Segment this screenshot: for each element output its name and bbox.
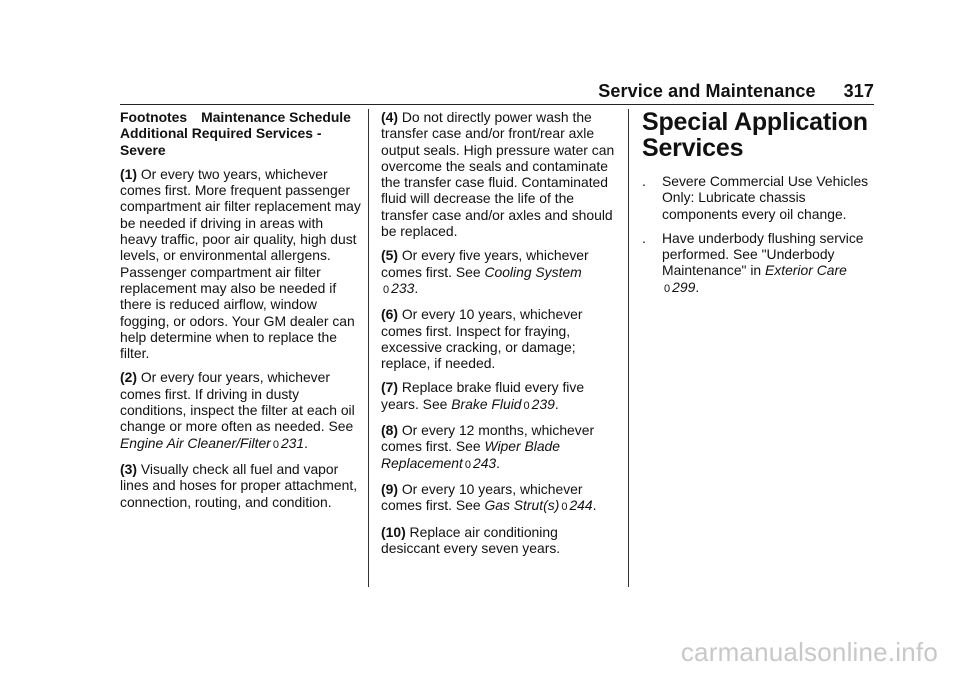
reference-page-number[interactable]: 233 [391,279,415,296]
reference-page-number[interactable]: 299 [672,278,696,295]
column-divider-1 [368,109,369,587]
punctuation: . [304,434,308,451]
footnote-4 [381,109,619,239]
punctuation: . [496,454,501,471]
footnotes-label: Footnotes [120,109,188,125]
page-arrow-icon: 0 [561,501,568,514]
page-arrow-icon: 0 [383,283,390,296]
footnote-number: (6) [381,306,398,323]
bullet-marker: . [642,173,646,189]
footnote-text: Or every 10 years, whichever comes first. Inspect for fraying, excessive cracking, or damage; replace, if needed. [381,306,583,372]
footnote-number: (3) [120,460,137,477]
bullet-marker: . [642,229,646,246]
footnote-number: (2) [120,369,137,386]
footnote-number: (5) [381,247,398,264]
footnote-number: (4) [381,109,398,125]
page-arrow-icon: 0 [523,399,530,412]
footnote-number: (9) [381,480,398,497]
reference-page-number[interactable]: 231 [280,434,305,451]
footnote-text: Or every four years, whichever comes first. If driving in dusty conditions, inspect the filter at each oil change or more often as needed. See [120,369,355,435]
footnote-8 [381,422,619,473]
footnote-6 [381,306,619,371]
footnote-3 [120,461,362,510]
cross-reference-link[interactable]: Engine Air Cleaner/Filter [120,434,271,451]
cross-reference-link[interactable]: Brake Fluid [451,395,522,412]
column-1 [120,109,362,518]
cross-reference-link[interactable]: Gas Strut(s) [484,497,560,514]
header-divider [120,104,874,105]
cross-reference-link[interactable]: Cooling System [484,263,582,280]
footnote-text: Or every 12 months, whichever comes first. See [381,422,595,455]
punctuation: . [592,497,597,514]
list-item-text: Severe Commercial Use Vehicles Only: Lubricate chassis components every oil change. [662,173,869,222]
footnote-text: Visually check all fuel and vapor lines and hoses for proper attachment, connection, routing, and condition. [120,460,358,510]
page-header [598,81,874,102]
reference-page-number[interactable]: 239 [531,395,555,412]
footnote-9 [381,481,619,516]
footnote-text: Do not directly power wash the transfer case and/or front/rear axle output seals. High pressure water can overcome the seals and contaminate the transfer case fluid. Contaminated fluid will decrease the life of the transfer case and/or axles and should be replaced. [381,109,615,240]
footnote-10 [381,524,619,557]
section-title-header: Service and Maintenance [598,81,816,101]
schedule-label: Maintenance Schedule Additional Required Services - Severe [120,109,351,158]
list-item [642,173,878,222]
list-item [642,230,878,297]
footnote-number: (8) [381,422,398,439]
watermark: carmanualsonline.info [680,637,938,667]
cross-reference-link[interactable]: Exterior Care [765,262,847,279]
list-item-text: Have underbody flushing service performed. See "Underbody Maintenance" in [662,229,864,279]
footnote-text: Or every two years, whichever comes first. More frequent passenger compartment air filter replacement may be needed if driving in areas with heavy traffic, poor air quality, high dust levels, or environmental allergens. Passenger compartment air filter replacement may also be needed if there is reduced airflow, window fogging, or odors. Your GM dealer can help determine when to replace the filter. [120,165,361,362]
page-arrow-icon: 0 [272,438,279,451]
punctuation: . [414,279,419,296]
page-arrow-icon: 0 [464,458,471,471]
footnote-1 [120,166,362,362]
column-2 [381,109,619,564]
footnote-number: (7) [381,379,398,396]
column-3 [642,109,878,305]
footnote-5 [381,247,619,298]
footnote-number: (1) [120,165,137,182]
punctuation: . [554,395,559,412]
footnote-number: (10) [381,523,406,540]
footnote-text: Replace brake fluid every five years. See [381,379,585,412]
footnote-text: Replace air conditioning desiccant every seven years. [381,523,561,556]
footnote-text: Or every 10 years, whichever comes first. See [381,480,583,514]
special-services-title: Special Application Services [642,108,868,162]
page-number: 317 [843,81,874,101]
punctuation: . [695,278,700,295]
footnote-text: Or every five years, whichever comes first. See [381,247,589,280]
footnote-2 [120,369,362,452]
page-arrow-icon: 0 [664,282,671,295]
footnotes-heading [120,109,362,158]
column-divider-2 [628,109,629,587]
cross-reference-link[interactable]: Wiper Blade Replacement [381,438,560,471]
footnote-7 [381,379,619,414]
reference-page-number[interactable]: 244 [569,497,593,514]
reference-page-number[interactable]: 243 [472,454,497,471]
